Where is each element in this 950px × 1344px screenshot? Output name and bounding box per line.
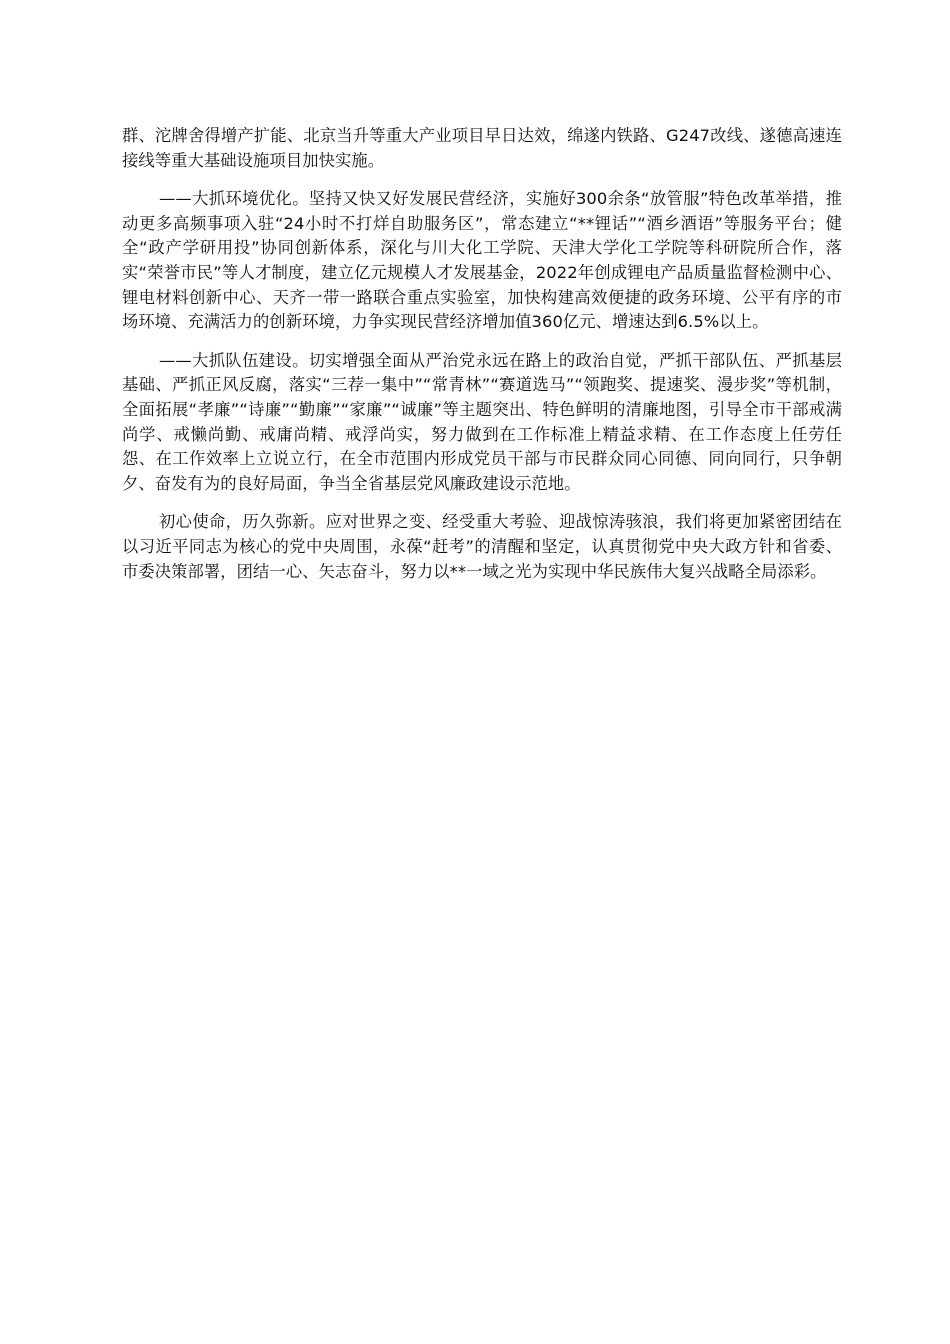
paragraph-team-building: ——大抓队伍建设。切实增强全面从严治党永远在路上的政治自觉，严抓干部队伍、严抓基层基础、严抓正风反腐，落实“三荐一集中”“常青林”“赛道选马”“领跑奖、提速奖、漫步奖”等机制，全面拓展“孝廉”“诗廉”“勤廉”“家廉”“诚廉”等主题突出、特色鲜明的清廉地图，引导全市干部戒满尚学、戒懒尚勤、戒庸尚精、戒浮尚实，努力做到在工作标准上精益求精、在工作态度上任劳任怨、在工作效率上立说立行，在全市范围内形成党员干部与市民群众同心同德、同向同行，只争朝夕、奋发有为的良好局面，争当全省基层党风廉政建设示范地。: [122, 350, 842, 493]
paragraph-conclusion: 初心使命，历久弥新。应对世界之变、经受重大考验、迎战惊涛骇浪，我们将更加紧密团结在以习近平同志为核心的党中央周围，永葆“赶考”的清醒和坚定，认真贯彻党中央大政方针和省委、市委决策部署，团结一心、矢志奋斗，努力以**一域之光为实现中华民族伟大复兴战略全局添彩。: [122, 512, 842, 581]
paragraph-continuation: 群、沱牌舍得增产扩能、北京当升等重大产业项目早日达效，绵遂内铁路、G247改线、遂德高速连接线等重大基础设施项目加快实施。: [122, 126, 842, 170]
paragraph-environment-optimization: ——大抓环境优化。坚持又快又好发展民营经济，实施好300余条“放管服”特色改革举措，推动更多高频事项入驻“24小时不打烊自助服务区”，常态建立“**锂话”“酒乡酒语”等服务平台；健全“政产学研用投”协同创新体系，深化与川大化工学院、天津大学化工学院等科研院所合作，落实“荣誉市民”等人才制度，建立亿元规模人才发展基金，2022年创成锂电产品质量监督检测中心、锂电材料创新中心、天齐一带一路联合重点实验室，加快构建高效便捷的政务环境、公平有序的市场环境、充满活力的创新环境，力争实现民营经济增加值360亿元、增速达到6.5%以上。: [122, 189, 842, 332]
document-body: [122, 124, 842, 598]
